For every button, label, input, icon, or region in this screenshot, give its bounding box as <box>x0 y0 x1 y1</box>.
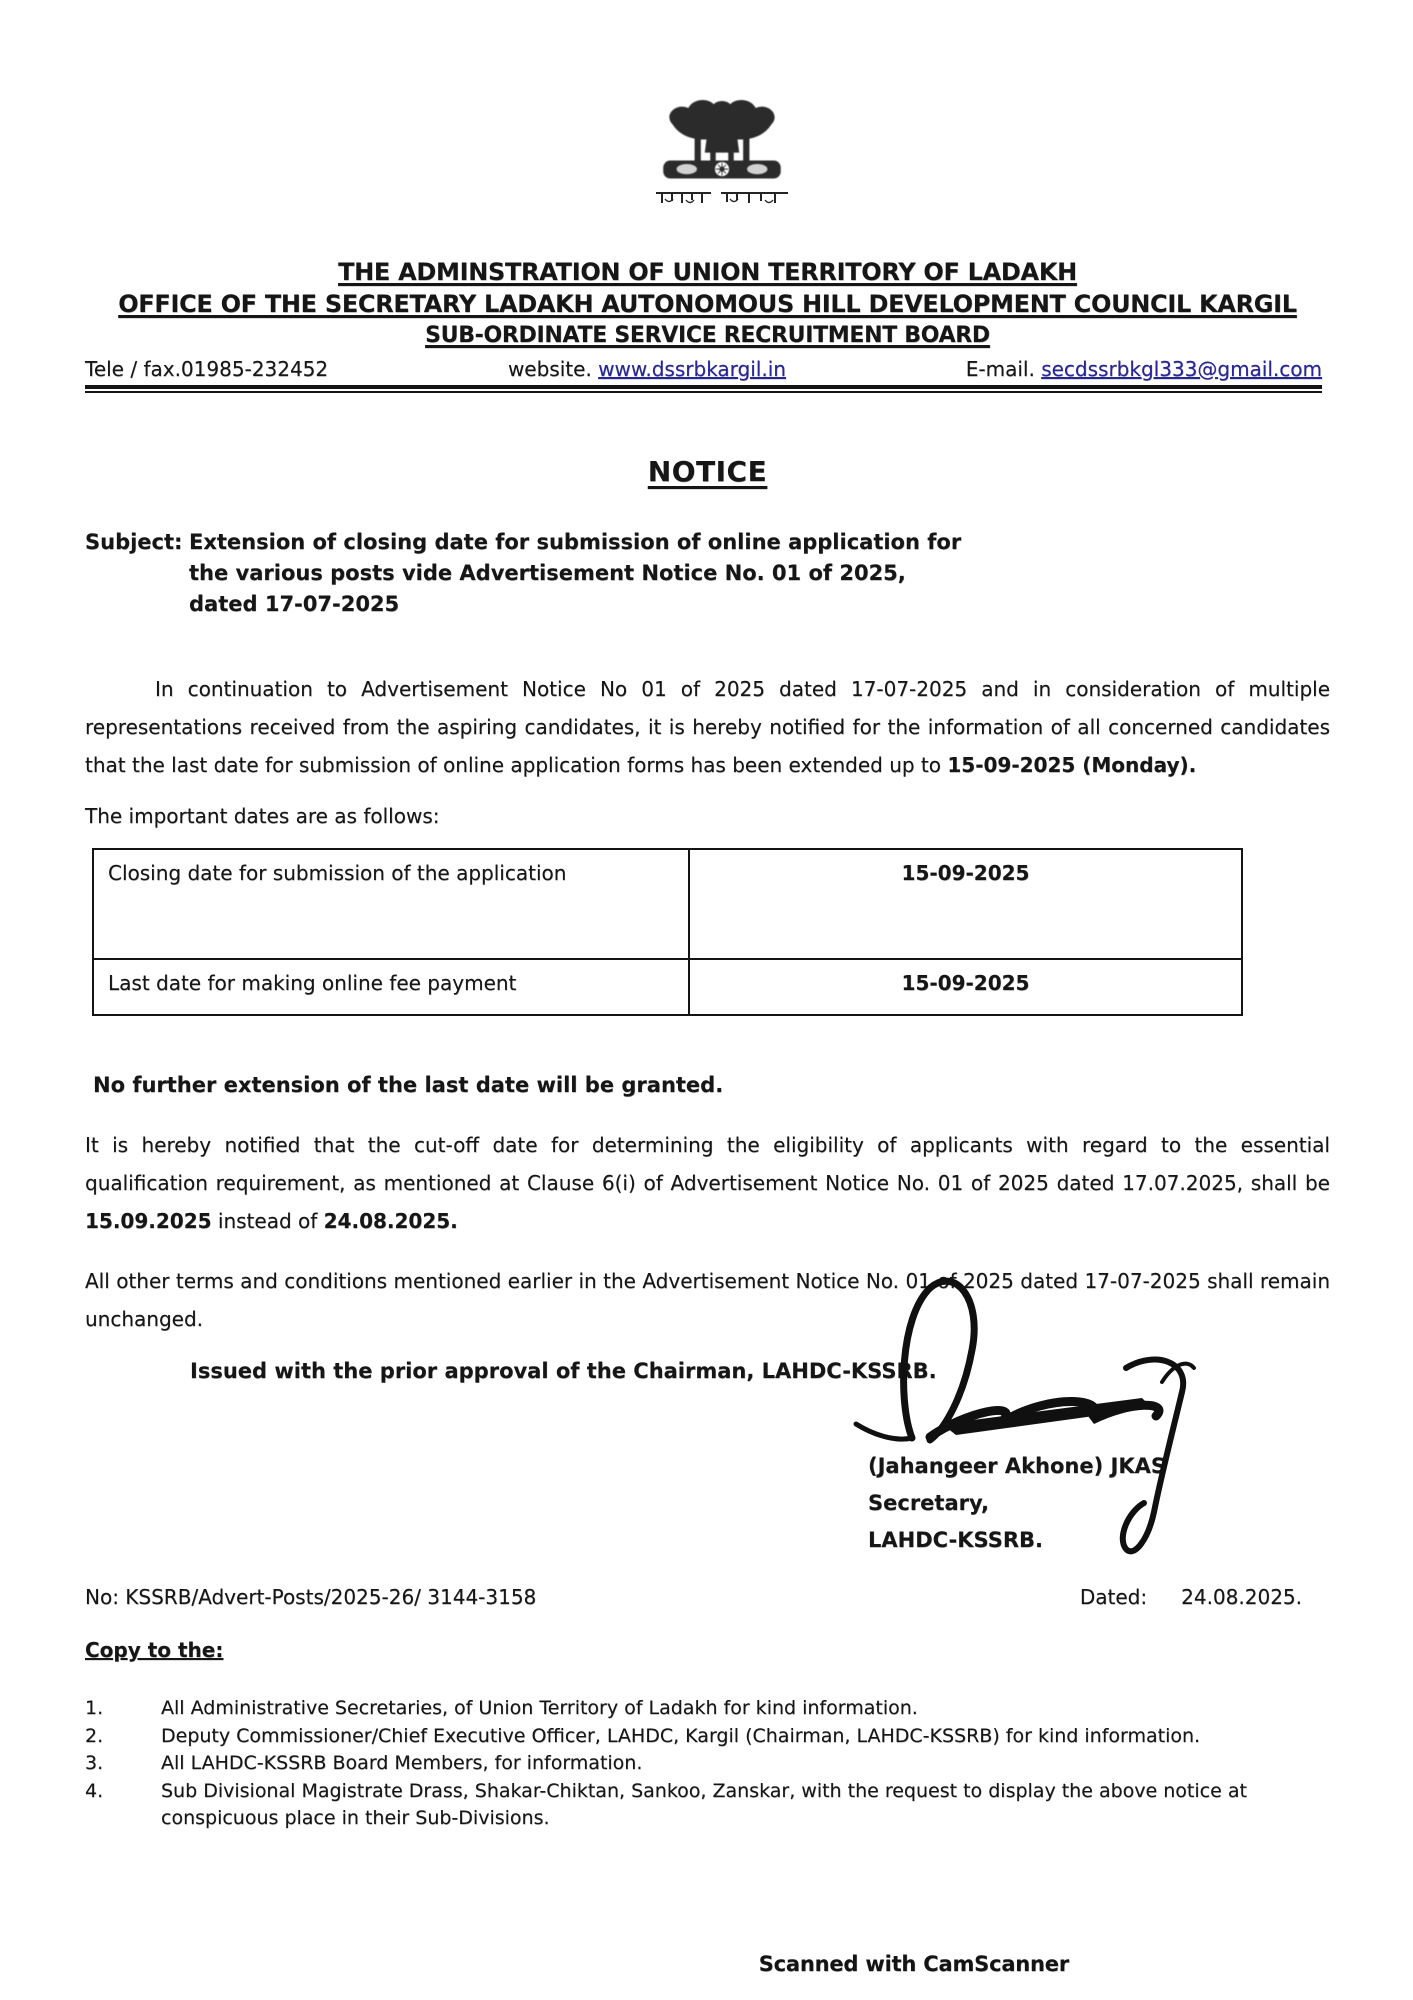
important-dates-table <box>92 848 1243 1016</box>
website-label: website. <box>507 357 592 381</box>
copy-to-list <box>85 1695 1330 1833</box>
table-row <box>93 849 1242 959</box>
cutoff-date-bold: 15.09.2025 <box>85 1209 212 1233</box>
extended-date-bold: 15-09-2025 (Monday). <box>947 753 1197 777</box>
no-extension-note: No further extension of the last date will be granted. <box>93 1073 724 1097</box>
satyameva-jayate-motto <box>653 190 791 207</box>
list-item-number: 4. <box>85 1779 104 1802</box>
list-item <box>85 1695 1330 1723</box>
dated-group <box>1080 1585 1302 1609</box>
table-cell-value: 15-09-2025 <box>689 849 1242 959</box>
signatory-name: (Jahangeer Akhone) JKAS <box>868 1454 1166 1478</box>
signature-block <box>85 1384 1330 1561</box>
subject-line: the various posts vide Advertisement Notice No. 01 of 2025, <box>189 561 906 585</box>
dates-intro: The important dates are as follows: <box>85 804 440 828</box>
paragraph-text: In continuation to Advertisement Notice No 01 of 2025 dated 17-07-2025 and in consideration of multiple representations received from the aspiring candidates, it is hereby notified for the information of all concerned candidates that the last date for submission of online application forms has been extended up to <box>85 677 1330 777</box>
dated-value: 24.08.2025. <box>1181 1585 1302 1609</box>
list-item-number: 2. <box>85 1724 104 1747</box>
dated-label: Dated: <box>1079 1585 1148 1609</box>
reference-number: No: KSSRB/Advert-Posts/2025-26/ 3144-3158 <box>85 1585 537 1609</box>
list-item-text: All LAHDC-KSSRB Board Members, for information. <box>161 1752 643 1774</box>
telefax: Tele / fax.01985-232452 <box>85 357 329 381</box>
body-paragraph-3: All other terms and conditions mentioned earlier in the Advertisement Notice No. 01 of 2025 dated 17-07-2025 shall remain unchanged. <box>85 1269 1330 1331</box>
subject-line: dated 17-07-2025 <box>189 592 400 616</box>
copy-to-heading: Copy to the: <box>85 1638 224 1662</box>
list-item-text: All Administrative Secretaries, of Union Territory of Ladakh for kind information. <box>161 1697 918 1719</box>
list-item <box>85 1723 1330 1751</box>
list-item-number: 1. <box>85 1697 104 1719</box>
signatory-names <box>868 1384 1330 1559</box>
body-paragraph-2 <box>85 1126 1330 1240</box>
body-paragraph-1 <box>85 670 1330 784</box>
camscanner-watermark: Scanned with CamScanner <box>758 1952 1069 1976</box>
website-group <box>508 357 786 381</box>
signatory-designation: Secretary, <box>868 1491 990 1515</box>
state-emblem-of-india-icon <box>634 90 810 184</box>
issued-approval-line: Issued with the prior approval of the Chairman, LAHDC-KSSRB. <box>190 1359 937 1383</box>
email-link[interactable]: secdssrbkgl333@gmail.com <box>1041 357 1322 381</box>
list-item-number: 3. <box>85 1752 104 1774</box>
subject-line: Extension of closing date for submission of online application for <box>189 530 962 554</box>
table-row <box>93 959 1242 1015</box>
table-cell-value: 15-09-2025 <box>689 959 1242 1015</box>
paragraph-text: It is hereby notified that the cut-off date for determining the eligibility of applicants with regard to the essential qualification requirement, as mentioned at Clause 6(i) of Advertisement Notice No. 01 of 2025 dated 17.07.2025, shall be <box>85 1133 1330 1195</box>
subject-lines <box>189 527 961 620</box>
subject-label: Subject: <box>85 530 183 554</box>
emblem-block <box>99 90 1344 208</box>
header-rule-thick <box>85 385 1322 389</box>
org-title-line2: OFFICE OF THE SECRETARY LADAKH AUTONOMOUS HILL DEVELOPMENT COUNCIL KARGIL <box>118 290 1297 318</box>
email-group <box>966 357 1322 381</box>
website-link[interactable]: www.dssrbkargil.in <box>598 357 786 381</box>
notice-title: NOTICE <box>647 455 768 488</box>
paragraph-text: instead of <box>211 1209 324 1233</box>
email-label: E-mail. <box>965 357 1035 381</box>
org-title-line1: THE ADMINSTRATION OF UNION TERRITORY OF LADAKH <box>338 258 1077 286</box>
list-item-text: Sub Divisional Magistrate Drass, Shakar-Chiktan, Sankoo, Zanskar, with the request to display the above notice at conspicuous place in their Sub-Divisions. <box>161 1779 1247 1829</box>
reference-row <box>85 1585 1330 1609</box>
list-item <box>85 1750 1330 1778</box>
list-item <box>85 1778 1330 1833</box>
org-title-line3: SUB-ORDINATE SERVICE RECRUITMENT BOARD <box>425 323 990 348</box>
subject-block <box>85 527 1330 620</box>
header-rule-thin <box>85 391 1322 393</box>
contact-row <box>85 357 1322 381</box>
signatory-organization: LAHDC-KSSRB. <box>868 1528 1043 1552</box>
table-cell-label: Last date for making online fee payment <box>93 959 689 1015</box>
list-item-text: Deputy Commissioner/Chief Executive Officer, LAHDC, Kargil (Chairman, LAHDC-KSSRB) for kind information. <box>161 1724 1201 1747</box>
table-cell-label: Closing date for submission of the application <box>93 849 689 959</box>
old-date-bold: 24.08.2025. <box>323 1209 458 1233</box>
